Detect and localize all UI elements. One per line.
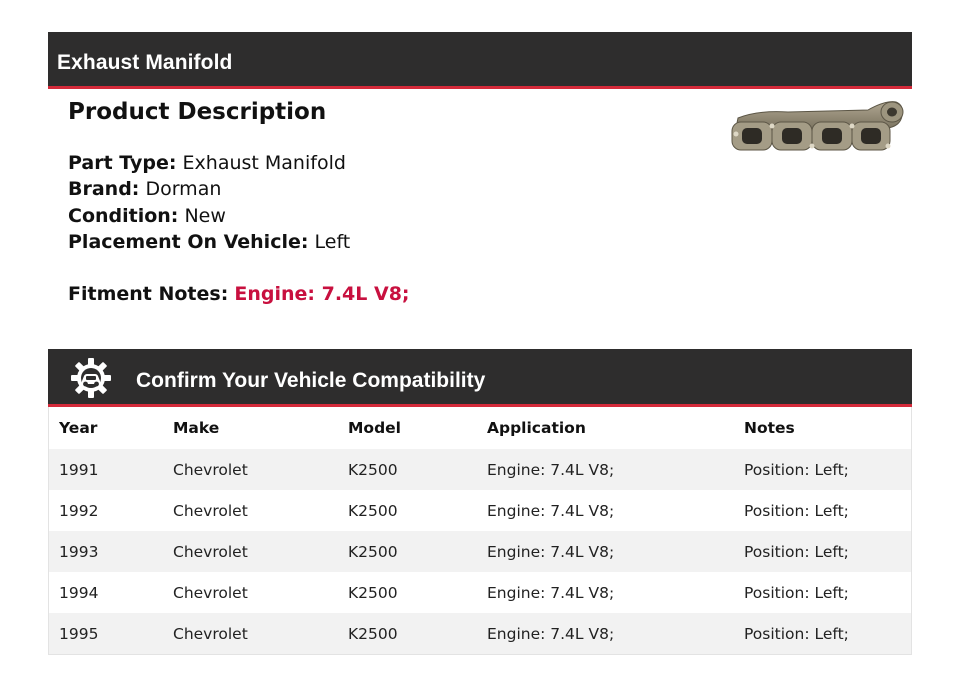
cell-application: Engine: 7.4L V8; <box>477 490 734 531</box>
fitment-notes <box>68 281 688 307</box>
product-description <box>68 96 688 307</box>
spec-label: Brand: <box>68 178 140 201</box>
spec-value: Exhaust Manifold <box>182 152 346 174</box>
cell-notes: Position: Left; <box>734 572 912 613</box>
cell-make: Chevrolet <box>163 613 338 655</box>
cell-application: Engine: 7.4L V8; <box>477 613 734 655</box>
table-header-row <box>49 407 912 449</box>
column-header-make: Make <box>163 407 338 449</box>
column-header-notes: Notes <box>734 407 912 449</box>
spec-value: Dorman <box>145 178 222 201</box>
title-bar <box>48 32 912 89</box>
cell-application: Engine: 7.4L V8; <box>477 572 734 613</box>
cell-year: 1994 <box>49 572 164 613</box>
compatibility-title: Confirm Your Vehicle Compatibility <box>136 369 486 392</box>
cell-model: K2500 <box>338 613 477 655</box>
page-title: Exhaust Manifold <box>57 51 233 74</box>
column-header-application: Application <box>477 407 734 449</box>
cell-year: 1995 <box>49 613 164 655</box>
description-heading: Product Description <box>68 99 327 125</box>
cell-model: K2500 <box>338 531 477 572</box>
spec-label: Placement On Vehicle: <box>68 230 309 253</box>
cell-application: Engine: 7.4L V8; <box>477 531 734 572</box>
compatibility-bar <box>48 349 912 407</box>
cell-year: 1992 <box>49 490 164 531</box>
spec-value: Left <box>314 230 351 253</box>
cell-notes: Position: Left; <box>734 613 912 655</box>
gear-car-icon <box>70 357 112 399</box>
spec-label: Part Type: <box>68 152 177 174</box>
cell-model: K2500 <box>338 449 477 490</box>
fitment-label: Fitment Notes: <box>68 283 229 306</box>
exhaust-manifold-image <box>728 96 906 158</box>
spec-condition <box>68 203 688 229</box>
compatibility-table <box>48 407 912 655</box>
cell-make: Chevrolet <box>163 490 338 531</box>
table-row <box>49 449 912 490</box>
spec-part-type <box>68 150 688 176</box>
table-row <box>49 613 912 655</box>
cell-model: K2500 <box>338 490 477 531</box>
fitment-value: Engine: 7.4L V8; <box>234 283 410 306</box>
spec-value: New <box>184 204 226 227</box>
cell-year: 1993 <box>49 531 164 572</box>
cell-year: 1991 <box>49 449 164 490</box>
cell-make: Chevrolet <box>163 449 338 490</box>
spec-list <box>68 150 688 255</box>
table-row <box>49 490 912 531</box>
cell-make: Chevrolet <box>163 572 338 613</box>
spec-label: Condition: <box>68 204 179 227</box>
cell-application: Engine: 7.4L V8; <box>477 449 734 490</box>
cell-make: Chevrolet <box>163 531 338 572</box>
table-row <box>49 531 912 572</box>
spec-placement <box>68 229 688 255</box>
table-row <box>49 572 912 613</box>
column-header-model: Model <box>338 407 477 449</box>
cell-notes: Position: Left; <box>734 531 912 572</box>
cell-notes: Position: Left; <box>734 490 912 531</box>
spec-brand <box>68 176 688 202</box>
cell-notes: Position: Left; <box>734 449 912 490</box>
column-header-year: Year <box>49 407 164 449</box>
cell-model: K2500 <box>338 572 477 613</box>
